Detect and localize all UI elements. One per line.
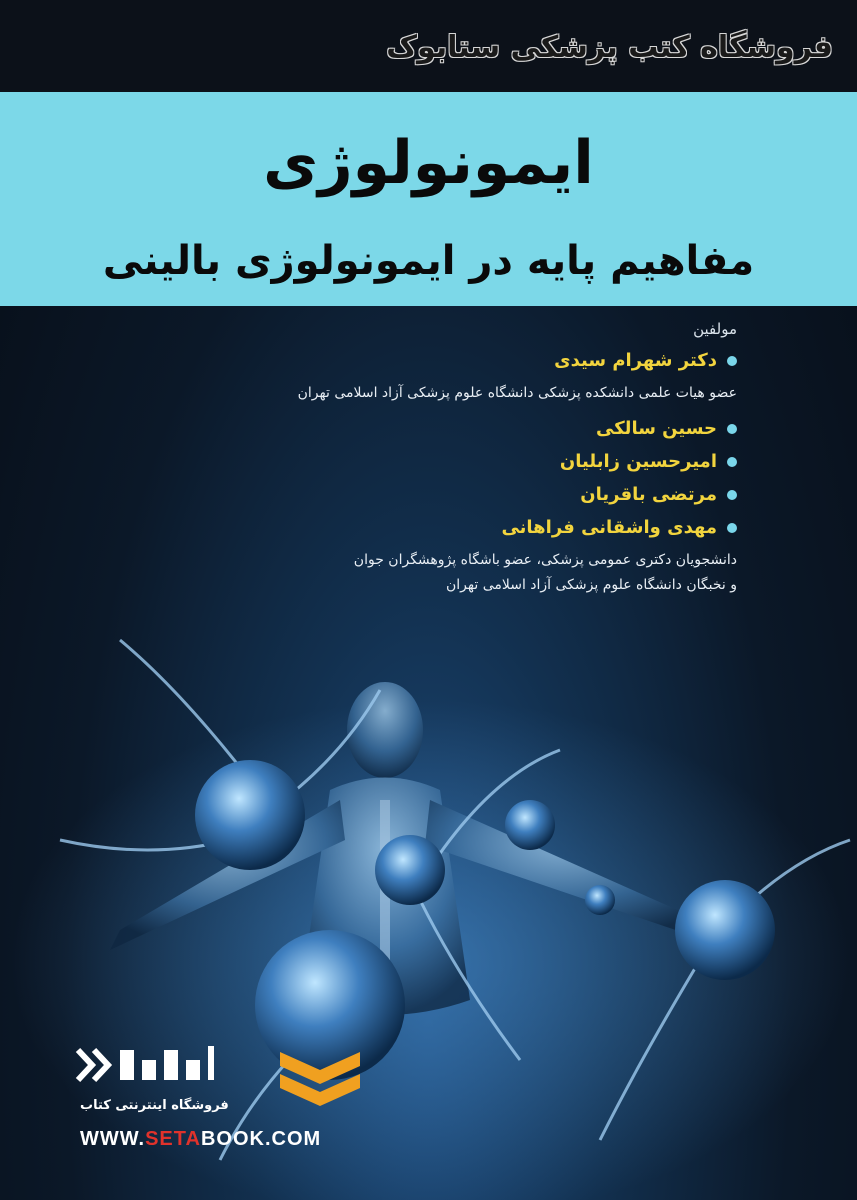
author-item [137,350,737,371]
bullet-icon [727,490,737,500]
bullet-icon [727,356,737,366]
author-name: مهدی واشقانی فراهانی [501,517,717,539]
author-name: امیرحسین زابلیان [559,451,717,473]
authors-label: مولفین [693,320,737,338]
bullet-icon [727,424,737,434]
author-item [137,418,737,439]
store-name: فروشگاه کتب پزشکی ستابوک [386,30,833,65]
affiliation-students-line2: و نخبگان دانشگاه علوم پزشکی آزاد اسلامی تهران [446,577,737,594]
author-item [137,451,737,472]
author-name: مرتضی باقریان [580,484,717,506]
logo-url-part3: BOOK.COM [200,1128,322,1150]
setabook-wordmark-icon [70,1040,270,1090]
author-name: حسین سالکی [596,418,717,440]
logo-url-part2: SETA [145,1128,201,1150]
affiliation-students [137,548,737,598]
author-item [137,484,737,505]
setabook-logo-mark [275,1042,365,1112]
book-title: ایمونولوژی [263,128,594,198]
book-subtitle: مفاهیم پایه در ایمونولوژی بالینی [102,238,755,284]
bullet-icon [727,523,737,533]
logo-url [80,1128,321,1151]
affiliation-students-line1: دانشجویان دکتری عمومی پزشکی، عضو باشگاه پژوهشگران جوان [353,552,737,569]
bullet-icon [727,457,737,467]
affiliation-faculty: عضو هیات علمی دانشکده پزشکی دانشگاه علوم پزشکی آزاد اسلامی تهران [297,385,737,401]
setabook-logo [60,1010,380,1160]
logo-url-part1: WWW. [80,1128,146,1150]
authors-section [137,320,737,599]
top-band [0,0,857,92]
author-item [137,517,737,538]
author-name: دکتر شهرام سیدی [554,350,717,371]
logo-tagline: فروشگاه اینترنتی کتاب [80,1098,229,1113]
